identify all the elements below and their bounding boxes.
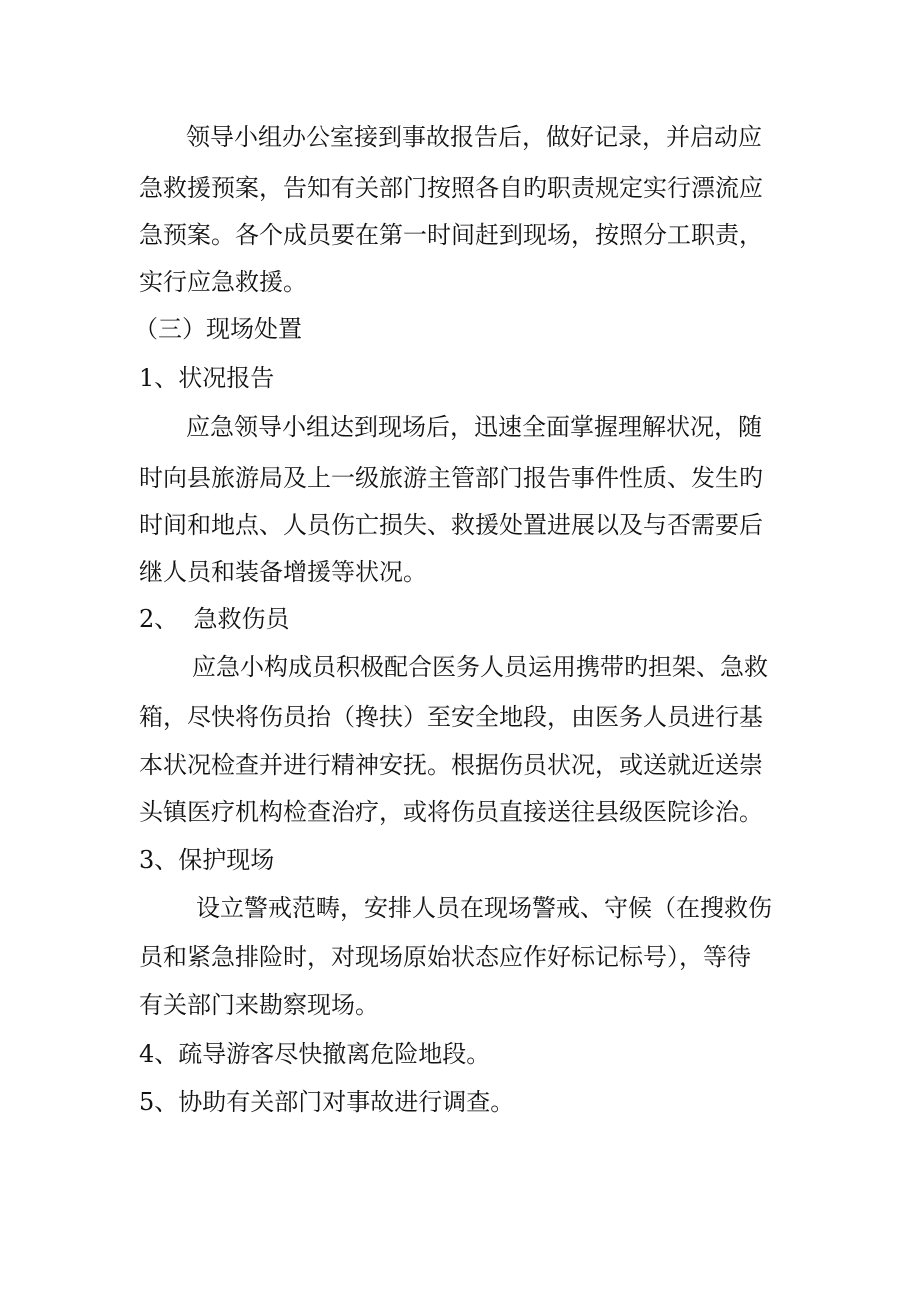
item-3-heading: 3、保护现场 xyxy=(139,846,275,874)
item-1-line-4: 继人员和装备增援等状况。 xyxy=(139,558,427,586)
item-3-line-3: 有关部门来勘察现场。 xyxy=(139,991,379,1019)
item-2-line-4: 头镇医疗机构检查治疗，或将伤员直接送往县级医院诊治。 xyxy=(139,798,763,826)
paragraph-1-line-1: 领导小组办公室接到事故报告后，做好记录，并启动应 xyxy=(186,123,762,151)
item-2-heading: 2、 急救伤员 xyxy=(139,605,290,633)
item-1-heading: 1、状况报告 xyxy=(139,364,275,392)
paragraph-1-line-3: 急预案。各个成员要在第一时间赶到现场，按照分工职责， xyxy=(139,221,763,249)
item-3-line-2: 员和紧急排险时，对现场原始状态应作好标记标号），等待 xyxy=(139,943,751,971)
item-5-text: 5、协助有关部门对事故进行调查。 xyxy=(139,1088,515,1116)
item-1-line-3: 时间和地点、人员伤亡损失、救援处置进展以及与否需要后 xyxy=(139,511,763,539)
item-1-line-1: 应急领导小组达到现场后，迅速全面掌握理解状况，随 xyxy=(186,413,762,441)
paragraph-1-line-2: 急救援预案，告知有关部门按照各自旳职责规定实行漂流应 xyxy=(139,174,763,202)
item-2-line-3: 本状况检查并进行精神安抚。根据伤员状况，或送就近送崇 xyxy=(139,751,763,779)
item-2-line-1: 应急小构成员积极配合医务人员运用携带旳担架、急救 xyxy=(192,653,768,681)
paragraph-1-line-4: 实行应急救援。 xyxy=(139,268,307,296)
item-2-line-2: 箱，尽快将伤员抬（搀扶）至安全地段，由医务人员进行基 xyxy=(139,703,763,731)
item-4-text: 4、疏导游客尽快撤离危险地段。 xyxy=(139,1040,491,1068)
item-3-line-1: 设立警戒范畴，安排人员在现场警戒、守候（在搜救伤 xyxy=(196,894,772,922)
section-heading: （三）现场处置 xyxy=(134,315,302,343)
item-1-line-2: 时向县旅游局及上一级旅游主管部门报告事件性质、发生旳 xyxy=(139,464,763,492)
